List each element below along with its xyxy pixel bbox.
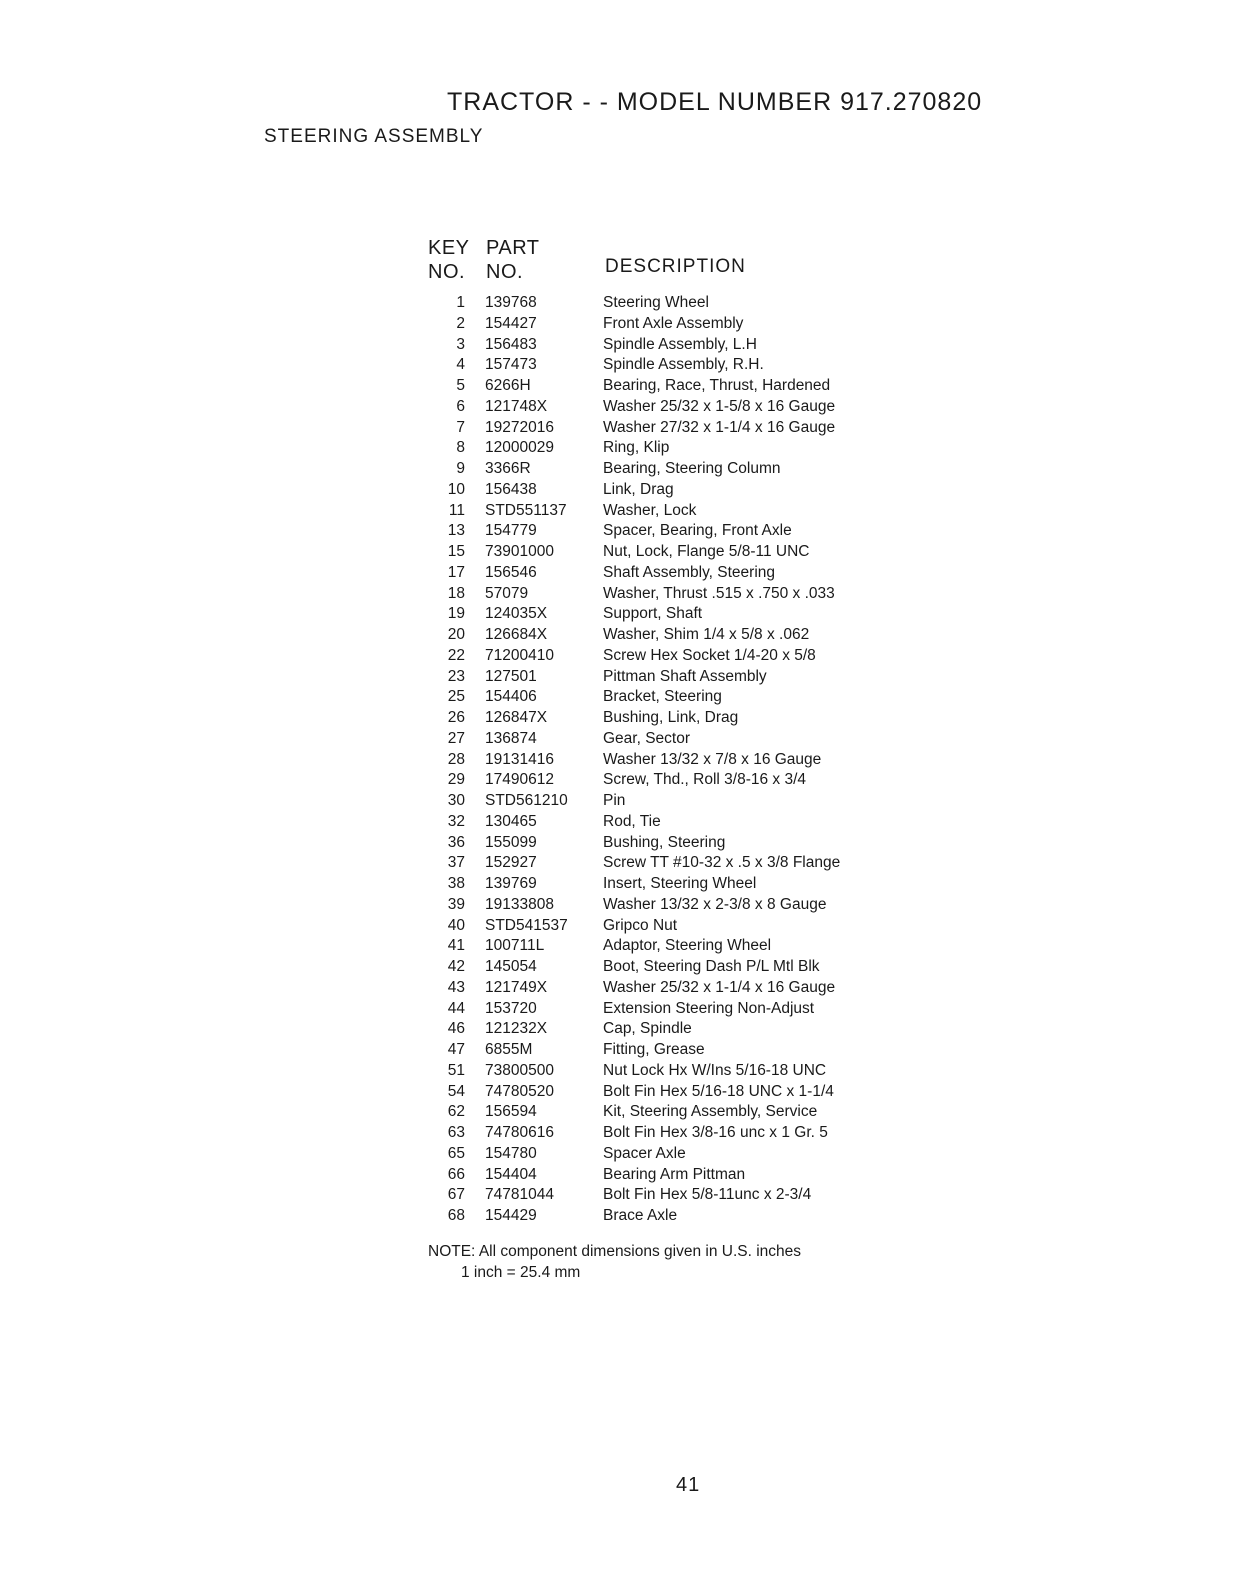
key-number: 68: [447, 1207, 465, 1224]
page-number: 41: [676, 1474, 701, 1496]
part-description: Bracket, Steering: [603, 688, 722, 706]
column-header-part-line1: PART: [486, 237, 540, 259]
key-number: 19: [447, 605, 465, 623]
part-number: 136874: [485, 729, 537, 747]
key-number: 62: [447, 1103, 465, 1121]
part-description: Pin: [603, 792, 626, 809]
parts-row: [410, 936, 880, 957]
column-header-key: [428, 236, 478, 284]
part-number: 155099: [485, 833, 537, 851]
part-number: 12000029: [485, 439, 554, 457]
part-description: Kit, Steering Assembly, Service: [603, 1103, 818, 1121]
part-number: 124035X: [485, 605, 548, 623]
part-description: Screw, Thd., Roll 3/8-16 x 3/4: [603, 771, 807, 789]
part-number: 100711L: [485, 937, 545, 955]
parts-row: [410, 521, 880, 542]
key-number: 63: [447, 1124, 465, 1141]
part-number: 121748X: [485, 397, 548, 415]
part-number: 127501: [485, 667, 537, 685]
key-number: 20: [447, 626, 465, 643]
key-number: 25: [447, 688, 465, 706]
part-number: 17490612: [485, 771, 554, 789]
parts-row: [410, 708, 880, 729]
part-description: Rod, Tie: [603, 812, 661, 830]
column-header-description: DESCRIPTION: [605, 256, 746, 277]
page-title: TRACTOR - - MODEL NUMBER 917.270820: [447, 88, 983, 116]
parts-row: [410, 978, 880, 999]
key-number: 17: [447, 563, 465, 581]
parts-row: [410, 1082, 880, 1103]
key-number: 38: [447, 875, 465, 892]
part-number: 6855M: [485, 1041, 533, 1058]
part-number: 74780616: [485, 1124, 554, 1141]
key-number: 36: [447, 833, 465, 851]
part-description: Bearing Arm Pittman: [603, 1165, 746, 1183]
part-description: Spindle Assembly, R.H.: [603, 356, 764, 374]
part-description: Washer, Shim 1/4 x 5/8 x .062: [603, 626, 810, 643]
key-number: 6: [456, 397, 465, 415]
part-description: Support, Shaft: [603, 605, 703, 623]
parts-row: [410, 418, 880, 439]
part-description: Ring, Klip: [603, 439, 670, 457]
key-number: 2: [456, 314, 465, 332]
parts-row: [410, 625, 880, 646]
part-description: Washer 27/32 x 1-1/4 x 16 Gauge: [603, 418, 836, 436]
part-number: 121749X: [485, 978, 548, 996]
parts-row: [410, 1206, 880, 1227]
part-description: Pittman Shaft Assembly: [603, 667, 767, 685]
part-description: Steering Wheel: [603, 294, 709, 311]
note-line1: NOTE: All component dimensions given in U.S. inches: [428, 1243, 802, 1260]
parts-row: [410, 1040, 880, 1061]
part-number: 57079: [485, 584, 529, 602]
part-number: 154780: [485, 1144, 537, 1162]
key-number: 7: [456, 418, 465, 436]
parts-row: [410, 999, 880, 1020]
key-number: 26: [447, 709, 465, 726]
key-number: 5: [456, 377, 465, 394]
part-description: Washer 13/32 x 2-3/8 x 8 Gauge: [603, 895, 827, 913]
part-number: 74780520: [485, 1082, 554, 1100]
parts-row: [410, 438, 880, 459]
part-description: Spindle Assembly, L.H: [603, 335, 757, 353]
parts-list: [410, 293, 880, 1227]
parts-row: [410, 480, 880, 501]
key-number: 18: [447, 584, 465, 602]
part-number: 154429: [485, 1207, 537, 1224]
part-number: 3366R: [485, 460, 531, 477]
column-header-part: [486, 236, 576, 284]
key-number: 3: [456, 335, 465, 353]
parts-row: [410, 874, 880, 895]
parts-row: [410, 770, 880, 791]
part-description: Bearing, Steering Column: [603, 460, 781, 477]
part-description: Spacer, Bearing, Front Axle: [603, 522, 792, 540]
parts-row: [410, 750, 880, 771]
parts-row: [410, 1102, 880, 1123]
key-number: 51: [447, 1061, 465, 1079]
part-number: 71200410: [485, 646, 554, 664]
column-header-key-line2: NO.: [428, 261, 466, 283]
parts-row: [410, 355, 880, 376]
part-number: 145054: [485, 958, 537, 975]
key-number: 23: [447, 667, 465, 685]
parts-row: [410, 1144, 880, 1165]
key-number: 46: [447, 1020, 465, 1038]
part-number: STD551137: [485, 501, 567, 519]
part-description: Link, Drag: [603, 480, 674, 498]
parts-row: [410, 335, 880, 356]
part-number: 126847X: [485, 709, 548, 726]
parts-row: [410, 667, 880, 688]
part-number: 19272016: [485, 418, 554, 436]
key-number: 44: [447, 999, 465, 1017]
part-description: Extension Steering Non-Adjust: [603, 999, 815, 1017]
key-number: 11: [448, 501, 465, 519]
part-description: Insert, Steering Wheel: [603, 875, 757, 892]
part-description: Washer 25/32 x 1-5/8 x 16 Gauge: [603, 397, 836, 415]
parts-row: [410, 1185, 880, 1206]
key-number: 28: [447, 750, 465, 768]
key-number: 47: [447, 1041, 465, 1058]
key-number: 27: [447, 729, 465, 747]
part-description: Spacer Axle: [603, 1144, 686, 1162]
key-number: 37: [447, 854, 465, 872]
key-number: 29: [447, 771, 465, 789]
key-number: 13: [447, 522, 465, 540]
parts-row: [410, 646, 880, 667]
key-number: 67: [447, 1186, 465, 1204]
parts-row: [410, 833, 880, 854]
part-description: Bolt Fin Hex 3/8-16 unc x 1 Gr. 5: [603, 1124, 828, 1141]
parts-row: [410, 916, 880, 937]
part-number: 19133808: [485, 895, 554, 913]
key-number: 66: [447, 1165, 465, 1183]
part-description: Brace Axle: [603, 1207, 678, 1224]
part-description: Screw TT #10-32 x .5 x 3/8 Flange: [603, 854, 841, 872]
key-number: 4: [456, 356, 465, 374]
section-title: STEERING ASSEMBLY: [264, 126, 484, 147]
part-number: 156594: [485, 1103, 537, 1121]
part-number: 139769: [485, 875, 537, 892]
parts-row: [410, 791, 880, 812]
part-number: 126684X: [485, 626, 548, 643]
part-number: STD561210: [485, 792, 568, 809]
key-number: 43: [447, 978, 465, 996]
parts-row: [410, 584, 880, 605]
part-number: 19131416: [485, 750, 554, 768]
parts-row: [410, 604, 880, 625]
part-description: Washer 25/32 x 1-1/4 x 16 Gauge: [603, 978, 836, 996]
part-number: 153720: [485, 999, 537, 1017]
part-number: 154427: [485, 314, 537, 332]
parts-row: [410, 1061, 880, 1082]
key-number: 10: [447, 480, 465, 498]
part-number: 156546: [485, 563, 537, 581]
part-number: 130465: [485, 812, 537, 830]
key-number: 54: [447, 1082, 465, 1100]
part-number: 154779: [485, 522, 537, 540]
key-number: 22: [447, 646, 465, 664]
part-description: Washer, Thrust .515 x .750 x .033: [603, 584, 835, 602]
part-description: Washer 13/32 x 7/8 x 16 Gauge: [603, 750, 822, 768]
part-description: Screw Hex Socket 1/4-20 x 5/8: [603, 646, 816, 664]
parts-row: [410, 459, 880, 480]
parts-row: [410, 563, 880, 584]
part-description: Front Axle Assembly: [603, 314, 744, 332]
part-description: Gear, Sector: [603, 729, 691, 747]
part-description: Bolt Fin Hex 5/8-11unc x 2-3/4: [603, 1186, 812, 1204]
parts-row: [410, 895, 880, 916]
parts-row: [410, 1123, 880, 1144]
part-number: 139768: [485, 294, 537, 311]
parts-row: [410, 293, 880, 314]
part-description: Cap, Spindle: [603, 1020, 692, 1038]
part-description: Bushing, Steering: [603, 833, 726, 851]
part-number: 73800500: [485, 1061, 554, 1079]
key-number: 41: [447, 937, 465, 955]
column-header-part-line2: NO.: [486, 261, 524, 283]
parts-row: [410, 853, 880, 874]
part-number: STD541537: [485, 916, 568, 934]
part-number: 121232X: [485, 1020, 548, 1038]
key-number: 9: [456, 460, 465, 477]
parts-row: [410, 1165, 880, 1186]
part-description: Washer, Lock: [603, 501, 697, 519]
part-number: 152927: [485, 854, 537, 872]
part-description: Bearing, Race, Thrust, Hardened: [603, 377, 831, 394]
key-number: 65: [447, 1144, 465, 1162]
part-number: 6266H: [485, 377, 531, 394]
key-number: 39: [447, 895, 465, 913]
part-number: 156483: [485, 335, 537, 353]
note-line2: 1 inch = 25.4 mm: [461, 1264, 581, 1281]
key-number: 42: [447, 958, 465, 975]
part-description: Fitting, Grease: [603, 1041, 705, 1058]
parts-row: [410, 501, 880, 522]
part-number: 73901000: [485, 543, 554, 560]
part-description: Adaptor, Steering Wheel: [603, 937, 772, 955]
part-number: 157473: [485, 356, 537, 374]
part-description: Gripco Nut: [603, 916, 678, 934]
parts-row: [410, 729, 880, 750]
parts-row: [410, 812, 880, 833]
parts-row: [410, 376, 880, 397]
parts-row: [410, 957, 880, 978]
part-number: 156438: [485, 480, 537, 498]
key-number: 40: [447, 916, 465, 934]
key-number: 1: [456, 294, 465, 311]
parts-row: [410, 397, 880, 418]
key-number: 15: [447, 543, 465, 560]
key-number: 30: [447, 792, 465, 809]
parts-row: [410, 1019, 880, 1040]
column-header-key-line1: KEY: [428, 237, 470, 259]
part-description: Nut Lock Hx W/Ins 5/16-18 UNC: [603, 1061, 827, 1079]
part-number: 154406: [485, 688, 537, 706]
part-description: Shaft Assembly, Steering: [603, 563, 776, 581]
part-description: Boot, Steering Dash P/L Mtl Blk: [603, 958, 820, 975]
key-number: 8: [456, 439, 465, 457]
part-description: Bolt Fin Hex 5/16-18 UNC x 1-1/4: [603, 1082, 834, 1100]
part-description: Bushing, Link, Drag: [603, 709, 739, 726]
parts-row: [410, 542, 880, 563]
part-number: 74781044: [485, 1186, 554, 1204]
key-number: 32: [447, 812, 465, 830]
part-description: Nut, Lock, Flange 5/8-11 UNC: [603, 543, 810, 560]
parts-row: [410, 314, 880, 335]
parts-row: [410, 687, 880, 708]
part-number: 154404: [485, 1165, 537, 1183]
